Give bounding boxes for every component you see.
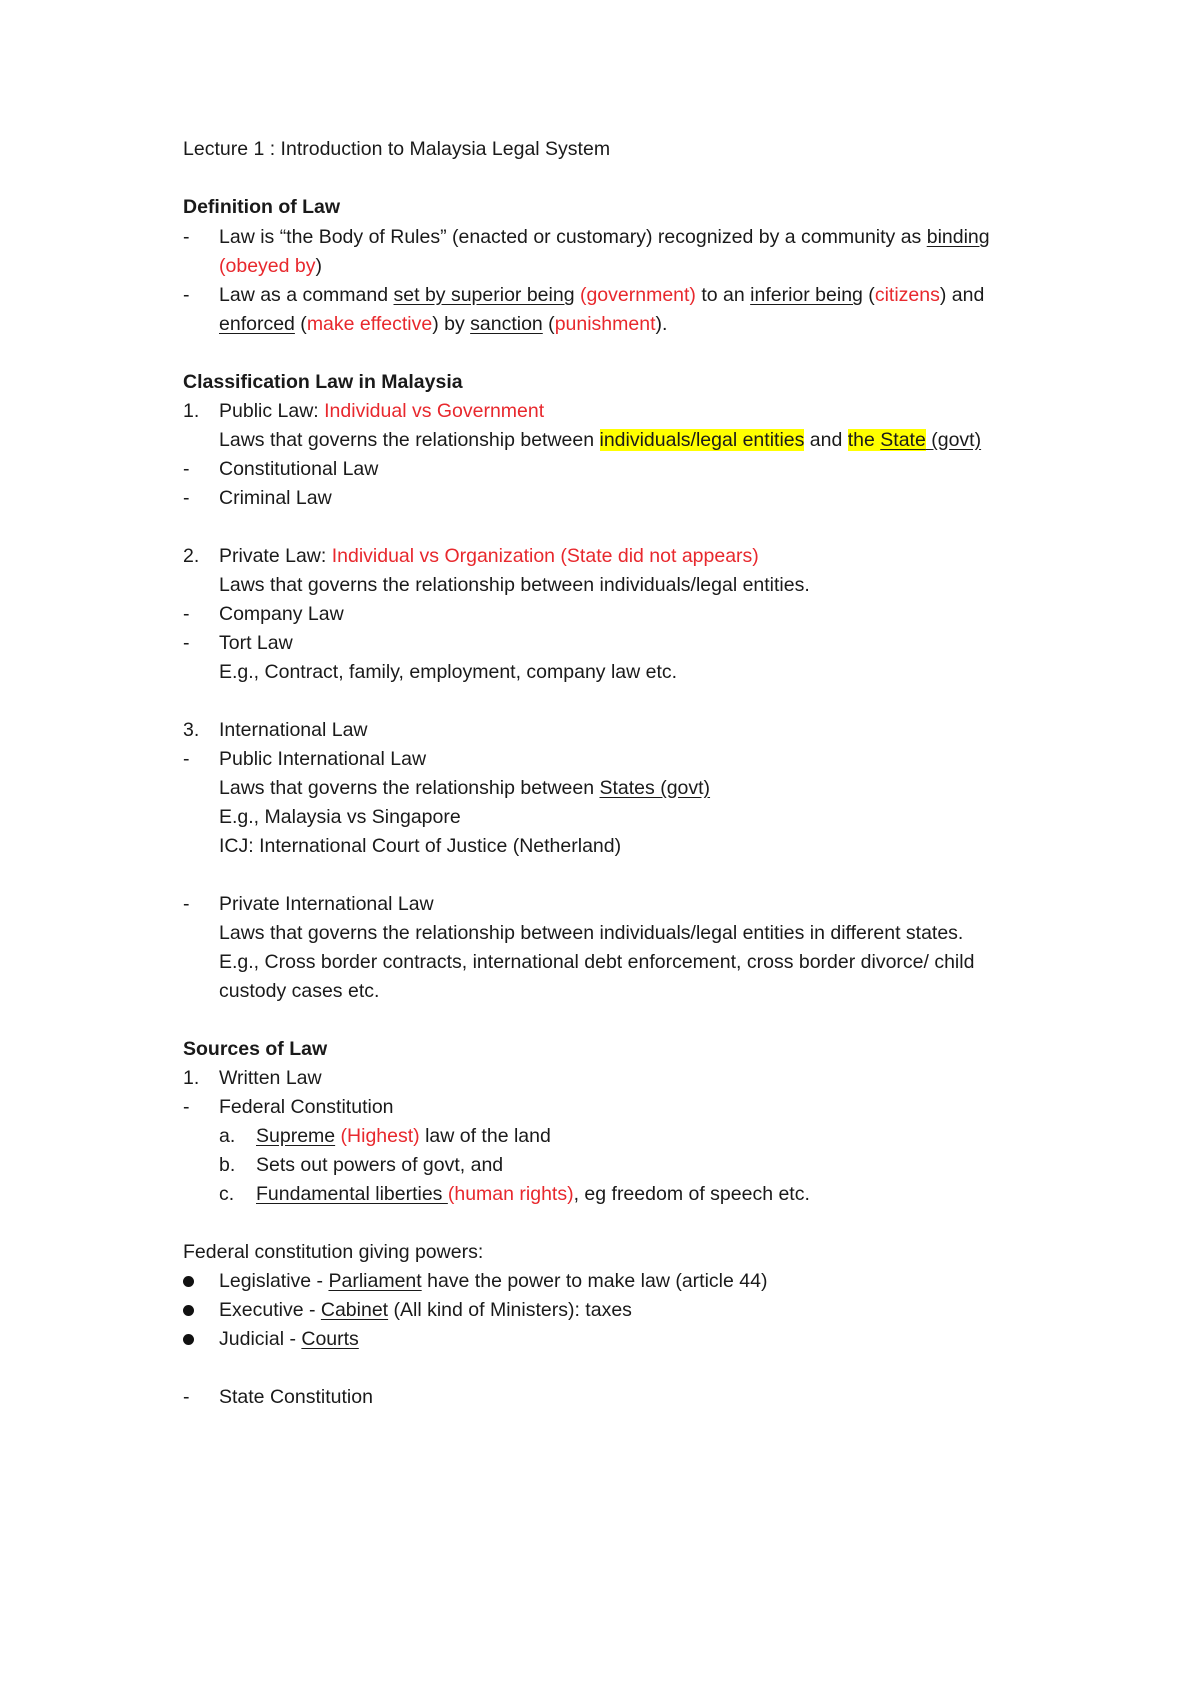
public-law-desc: Laws that governs the relationship between individuals/legal entities and the State (govt)	[219, 429, 982, 451]
definition-item-2: Law as a command set by superior being (government) to an inferior being (citizens) and	[219, 284, 985, 306]
list-item: Company Law	[219, 603, 344, 625]
bullet-dash: -	[183, 487, 190, 509]
private-law-example: E.g., Contract, family, employment, company law etc.	[219, 661, 678, 683]
power-legislative: Legislative - Parliament have the power to make law (article 44)	[219, 1270, 768, 1292]
definition-item-1: Law is “the Body of Rules” (enacted or customary) recognized by a community as binding	[219, 226, 990, 248]
private-international-example-cont: custody cases etc.	[219, 980, 380, 1002]
bullet-dash: -	[183, 458, 190, 480]
definition-item-2-cont: enforced (make effective) by sanction (punishment).	[219, 313, 668, 335]
list-letter: a.	[219, 1125, 236, 1147]
international-law-title: International Law	[219, 719, 368, 741]
list-item: Federal Constitution	[219, 1096, 394, 1118]
sub-item-c: Fundamental liberties (human rights), eg freedom of speech etc.	[256, 1183, 810, 1205]
power-judicial: Judicial - Courts	[219, 1328, 359, 1350]
power-executive: Executive - Cabinet (All kind of Ministers): taxes	[219, 1299, 632, 1321]
sub-item-b: Sets out powers of govt, and	[256, 1154, 504, 1176]
private-law-title: Private Law: Individual vs Organization (State did not appears)	[219, 545, 759, 567]
bullet-dot	[183, 1326, 213, 1352]
list-item: Public International Law	[219, 748, 427, 770]
list-item: Tort Law	[219, 632, 293, 654]
list-item: State Constitution	[219, 1386, 373, 1408]
bullet-dot	[183, 1297, 213, 1323]
written-law-title: Written Law	[219, 1067, 322, 1089]
definition-item-1-cont: (obeyed by)	[219, 255, 322, 277]
list-number: 2.	[183, 545, 200, 567]
bullet-dash: -	[183, 1386, 190, 1408]
list-item: Criminal Law	[219, 487, 332, 509]
list-item: Constitutional Law	[219, 458, 379, 480]
public-international-desc: Laws that governs the relationship between States (govt)	[219, 777, 711, 799]
bullet-dash: -	[183, 748, 190, 770]
list-number: 1.	[183, 400, 200, 422]
list-letter: b.	[219, 1154, 236, 1176]
sub-item-a: Supreme (Highest) law of the land	[256, 1125, 551, 1147]
definition-heading: Definition of Law	[183, 196, 341, 218]
bullet-dash: -	[183, 893, 190, 915]
sources-heading: Sources of Law	[183, 1038, 328, 1060]
page-title: Lecture 1 : Introduction to Malaysia Legal System	[183, 138, 611, 160]
private-law-desc: Laws that governs the relationship between individuals/legal entities.	[219, 574, 810, 596]
list-number: 1.	[183, 1067, 200, 1089]
bullet-dash: -	[183, 1096, 190, 1118]
list-number: 3.	[183, 719, 200, 741]
bullet-dash: -	[183, 603, 190, 625]
private-international-example: E.g., Cross border contracts, international debt enforcement, cross border divorce/ child	[219, 951, 975, 973]
public-international-example: E.g., Malaysia vs Singapore	[219, 806, 461, 828]
bullet-dash: -	[183, 226, 190, 248]
bullet-dash: -	[183, 632, 190, 654]
icj-note: ICJ: International Court of Justice (Netherland)	[219, 835, 622, 857]
classification-heading: Classification Law in Malaysia	[183, 371, 463, 393]
bullet-dot	[183, 1268, 213, 1294]
list-letter: c.	[219, 1183, 235, 1205]
list-item: Private International Law	[219, 893, 434, 915]
public-law-title: Public Law: Individual vs Government	[219, 400, 545, 422]
powers-intro: Federal constitution giving powers:	[183, 1241, 484, 1263]
bullet-dash: -	[183, 284, 190, 306]
private-international-desc: Laws that governs the relationship between individuals/legal entities in different states.	[219, 922, 964, 944]
